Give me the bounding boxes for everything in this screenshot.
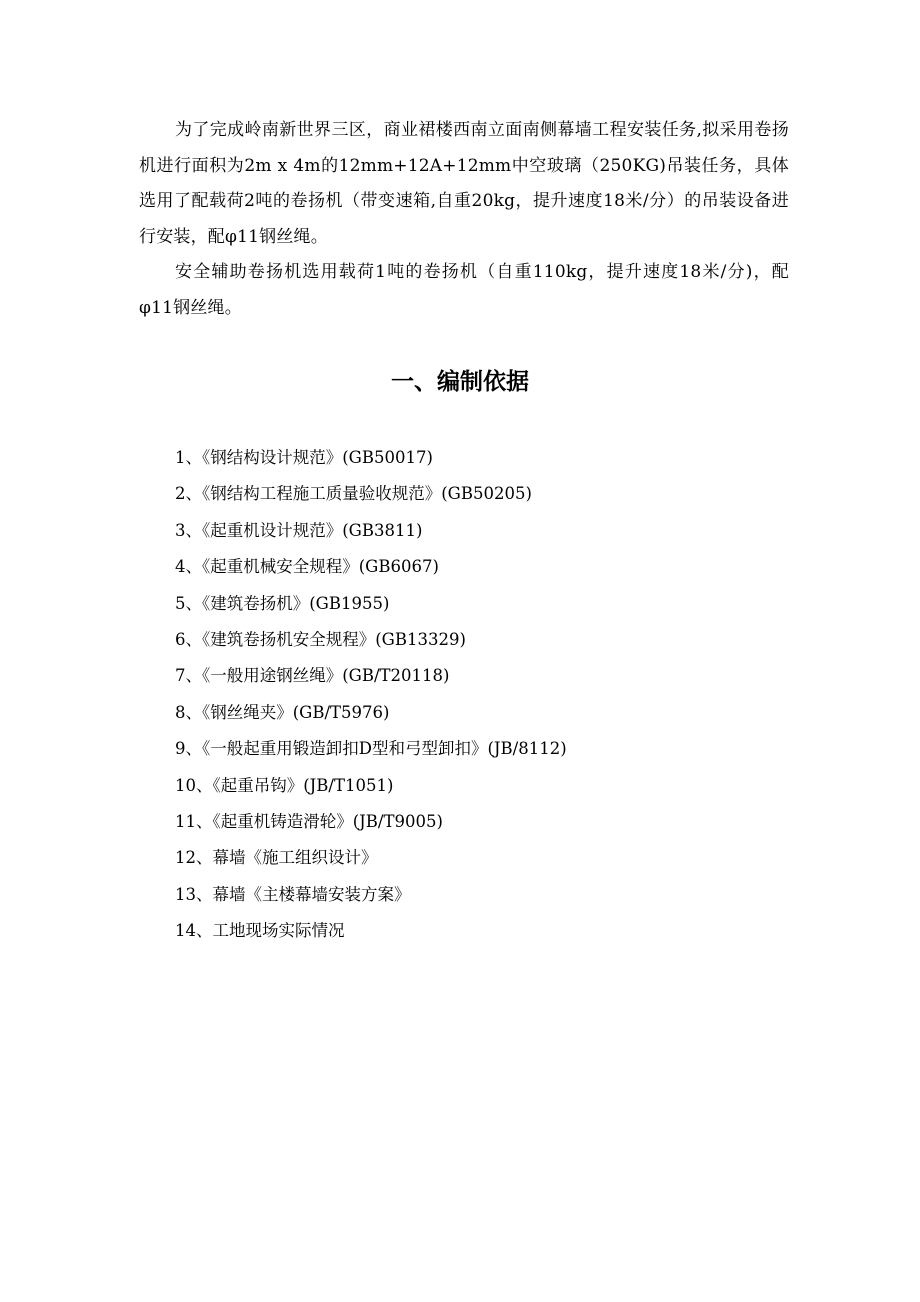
reference-item: 5、《建筑卷扬机》(GB1955) xyxy=(175,593,390,613)
reference-item: 9、《一般起重用锻造卸扣D型和弓型卸扣》(JB/8112) xyxy=(175,739,567,759)
intro-section xyxy=(139,113,789,326)
reference-item: 7、《一般用途钢丝绳》(GB/T20118) xyxy=(175,666,450,686)
reference-item: 12、幕墙《施工组织设计》 xyxy=(175,848,378,868)
reference-item: 1、《钢结构设计规范》(GB50017) xyxy=(175,448,433,467)
intro-paragraph: 安全辅助卷扬机选用载荷1吨的卷扬机（自重110kg，提升速度18米/分)，配φ11钢丝绳。 xyxy=(139,262,789,318)
reference-item: 13、幕墙《主楼幕墙安装方案》 xyxy=(175,884,411,904)
reference-list xyxy=(175,440,775,950)
intro-paragraph: 为了完成岭南新世界三区，商业裙楼西南立面南侧幕墙工程安装任务,拟采用卷扬机进行面积为2m x 4m的12mm+12A+12mm中空玻璃（250KG)吊装任务，具体选用了配载荷2吨的卷扬机（带变速箱,自重20kg，提升速度18米/分）的吊装设备进行安装，配φ11钢丝绳。 xyxy=(139,120,789,247)
reference-item: 8、《钢丝绳夹》(GB/T5976) xyxy=(175,702,390,722)
reference-item: 2、《钢结构工程施工质量验收规范》(GB50205) xyxy=(175,484,532,504)
reference-item: 6、《建筑卷扬机安全规程》(GB13329) xyxy=(175,630,466,650)
reference-item: 4、《起重机械安全规程》(GB6067) xyxy=(175,557,439,577)
reference-item: 11、《起重机铸造滑轮》(JB/T9005) xyxy=(175,812,443,832)
section-title: 一、编制依据 xyxy=(391,369,529,395)
reference-item: 3、《起重机设计规范》(GB3811) xyxy=(175,520,423,540)
reference-item: 10、《起重吊钩》(JB/T1051) xyxy=(175,775,394,795)
reference-item: 14、工地现场实际情况 xyxy=(175,921,345,941)
